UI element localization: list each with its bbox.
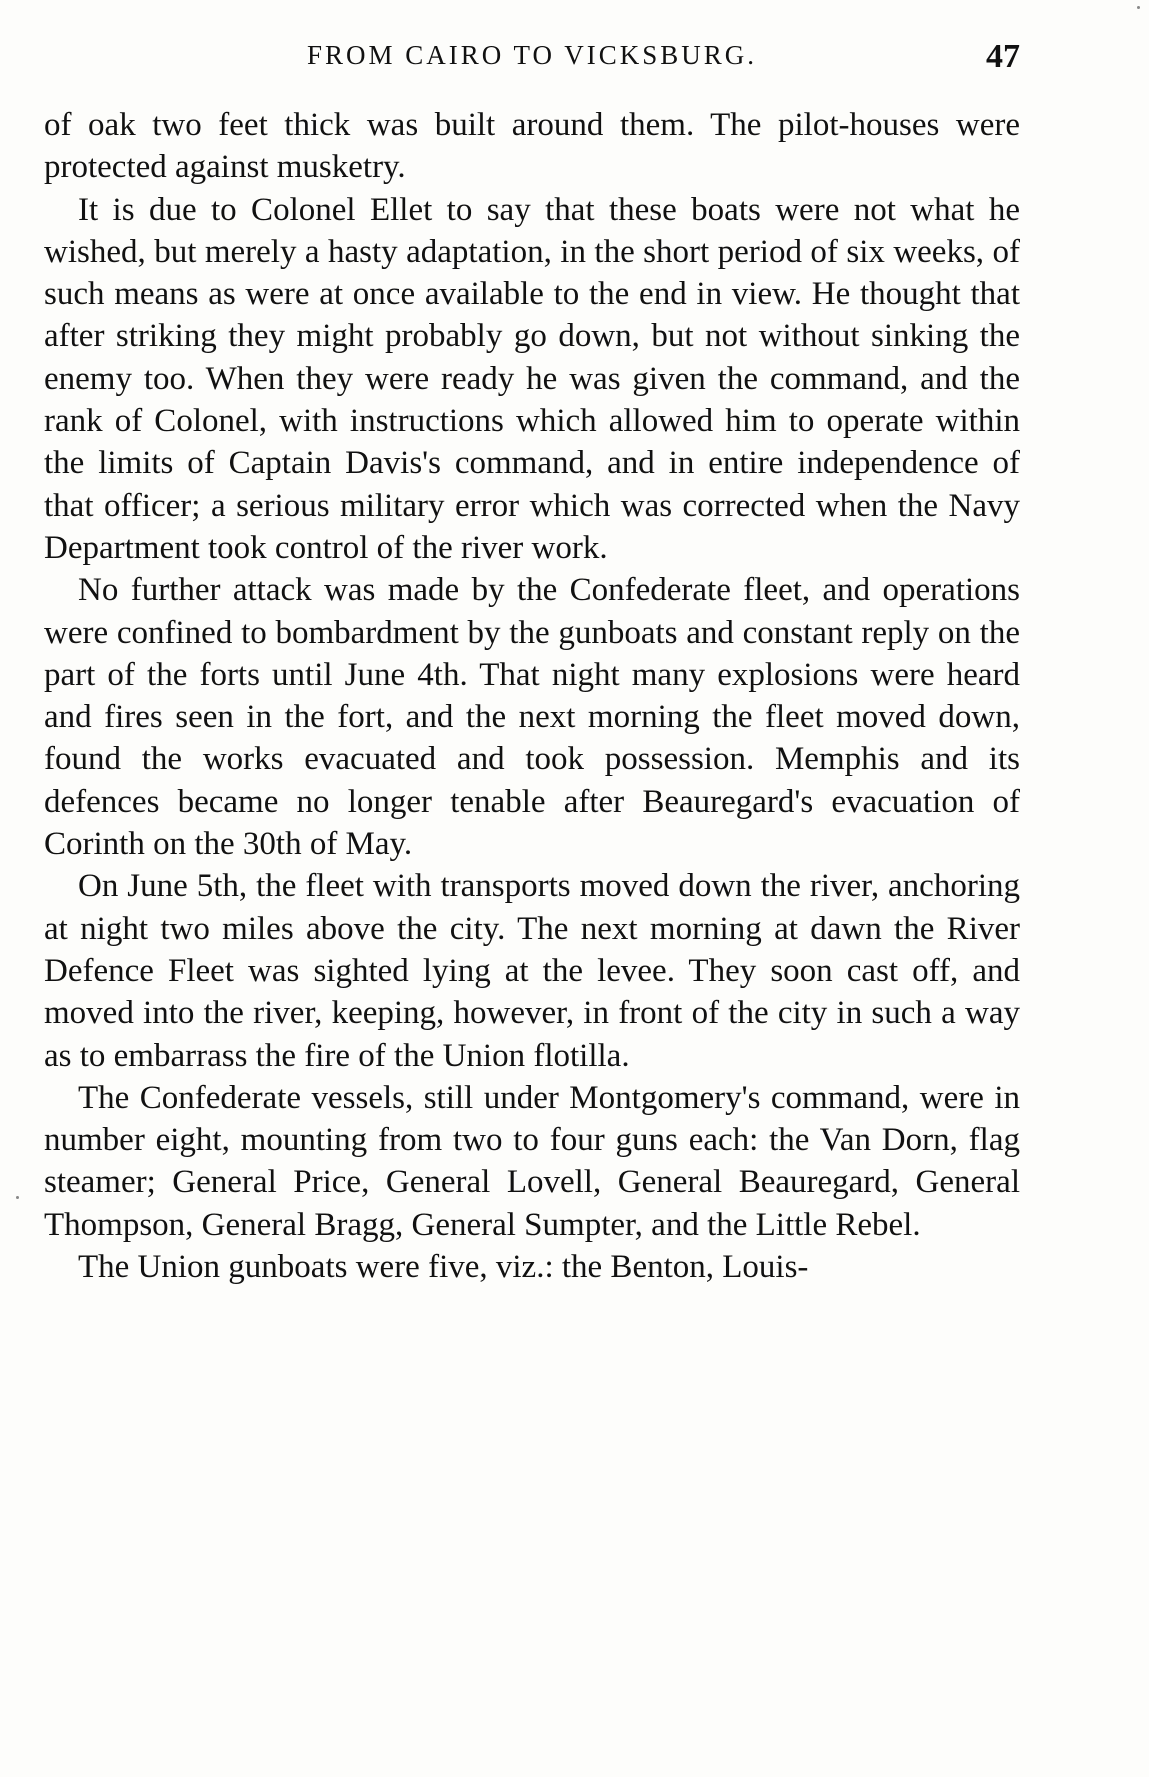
paragraph-bombardment: No further attack was made by the Confederate fleet, and operations were confined to bombardment by the gunboats and constant reply on the part of the forts until June 4th. That night many explosions were heard and fires seen in the fort, and the next morning the fleet moved down, found the works evacuated and took possession. Memphis and its defences became no longer tenable after Beauregard's evacuation of Corinth on the 30th of May. <box>44 572 1020 863</box>
running-title: FROM CAIRO TO VICKSBURG. <box>306 40 758 70</box>
page-number: 47 <box>986 38 1020 75</box>
paragraph-june-fifth: On June 5th, the fleet with transports moved down the river, anchoring at night two miles above the city. The next morning at dawn the River Defence Fleet was sighted lying at the levee. They soon cast off, and moved into the river, keeping, however, in front of the city in such a way as to embarrass the fire of the Union flotilla. <box>44 868 1020 1074</box>
paragraph-ellet-boats: It is due to Colonel Ellet to say that these boats were not what he wished, but merely a hasty adaptation, in the short period of six weeks, of such means as were at once available to the end in view. He thought that after striking they might probably go down, but not without sinking the enemy too. When they were ready he was given the command, and the rank of Colonel, with instructions which allowed him to operate within the limits of Captain Davis's command, and in entire independence of that officer; a serious military error which was corrected when the Navy Department took control of the river work. <box>44 191 1020 566</box>
paragraph-confederate-vessels: The Confederate vessels, still under Montgomery's command, were in number eight, mounting from two to four guns each: the Van Dorn, flag steamer; General Price, General Lovell, General Beauregard, General Thompson, General Bragg, General Sumpter, and the Little Rebel. <box>44 1079 1020 1243</box>
ink-speck-top-right <box>1137 6 1140 9</box>
paragraph-union-gunboats: The Union gunboats were five, viz.: the Benton, Louis- <box>78 1249 809 1286</box>
paragraph-continued: of oak two feet thick was built around them. The pilot-houses were protected against musketry. <box>44 107 1020 186</box>
running-head <box>44 40 1020 80</box>
ink-speck-left-margin <box>16 1196 19 1199</box>
body-text <box>44 104 1020 1288</box>
